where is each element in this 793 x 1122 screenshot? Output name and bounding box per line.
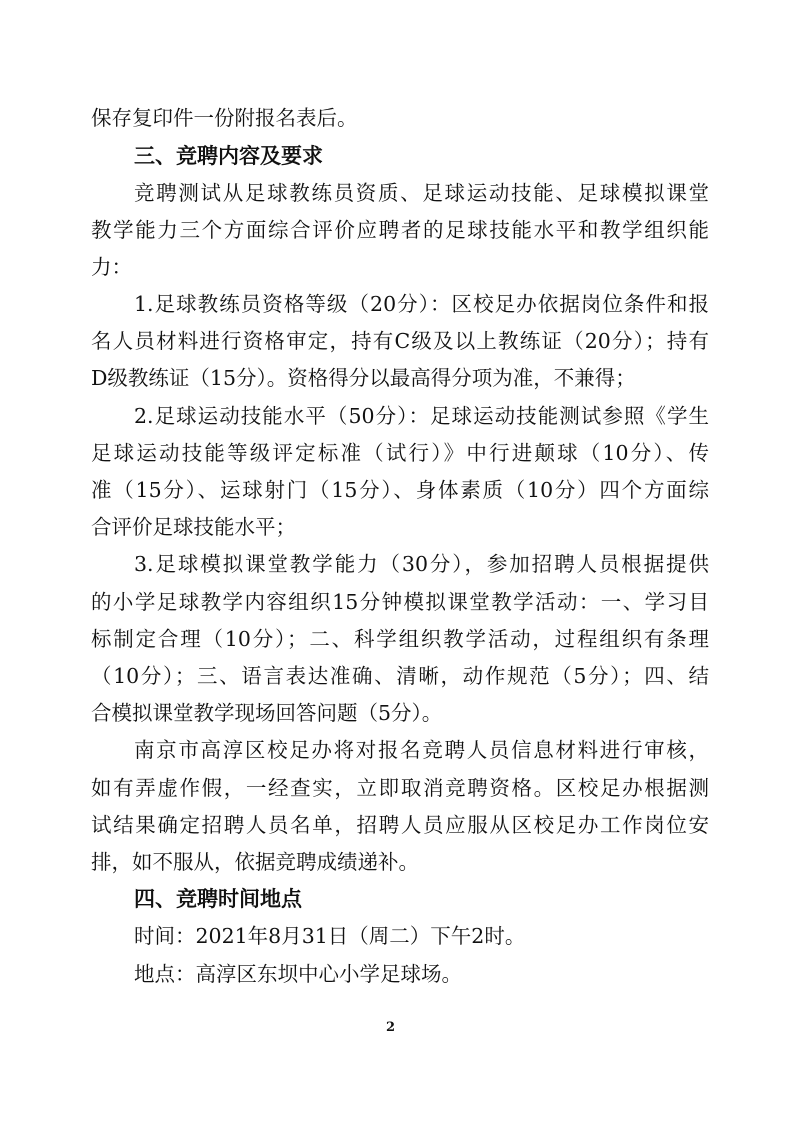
text-line: 2.足球运动技能水平（50分）：足球运动技能测试参照《学生 [134, 404, 709, 428]
text-line: 标制定合理（10分）；二、科学组织教学活动，过程组织有条理 [91, 627, 709, 651]
text-line: 地点：高淳区东坝中心小学足球场。 [134, 962, 462, 986]
text-line: 准（15分）、运球射门（15分）、身体素质（10分）四个方面综 [91, 478, 709, 502]
text-line: 力： [91, 255, 132, 279]
text-line: 足球运动技能等级评定标准（试行）》中行进颠球（10分）、传 [91, 441, 709, 465]
page-number: 2 [386, 1020, 396, 1035]
text-line: 南京市高淳区校足办将对报名竞聘人员信息材料进行审核， [134, 738, 709, 762]
text-line: 名人员材料进行资格审定，持有C级及以上教练证（20分）；持有 [91, 329, 709, 353]
text-line: 时间：2021年8月31日（周二）下午2时。 [134, 924, 526, 948]
text-line: 竞聘测试从足球教练员资质、足球运动技能、足球模拟课堂 [134, 181, 709, 205]
text-line: D级教练证（15分）。资格得分以最高得分项为准，不兼得； [91, 366, 636, 390]
text-line: 1.足球教练员资格等级（20分）：区校足办依据岗位条件和报 [134, 292, 709, 316]
section-heading: 四、竞聘时间地点 [134, 887, 302, 911]
text-line: 如有弄虚作假，一经查实，立即取消竞聘资格。区校足办根据测 [91, 776, 709, 800]
text-line: 保存复印件一份附报名表后。 [91, 106, 358, 130]
text-line: 3.足球模拟课堂教学能力（30分），参加招聘人员根据提供 [134, 552, 709, 576]
text-line: 教学能力三个方面综合评价应聘者的足球技能水平和教学组织能 [91, 218, 709, 242]
text-line: 排，如不服从，依据竞聘成绩递补。 [91, 850, 419, 874]
text-line: 合模拟课堂教学现场回答问题（5分）。 [91, 701, 443, 725]
text-line: （10分）；三、语言表达准确、清晰，动作规范（5分）；四、结 [91, 664, 709, 688]
section-heading: 三、竞聘内容及要求 [134, 144, 323, 168]
text-line: 的小学足球教学内容组织15分钟模拟课堂教学活动：一、学习目 [91, 590, 709, 614]
text-line: 试结果确定招聘人员名单，招聘人员应服从区校足办工作岗位安 [91, 813, 709, 837]
text-line: 合评价足球技能水平； [91, 515, 296, 539]
